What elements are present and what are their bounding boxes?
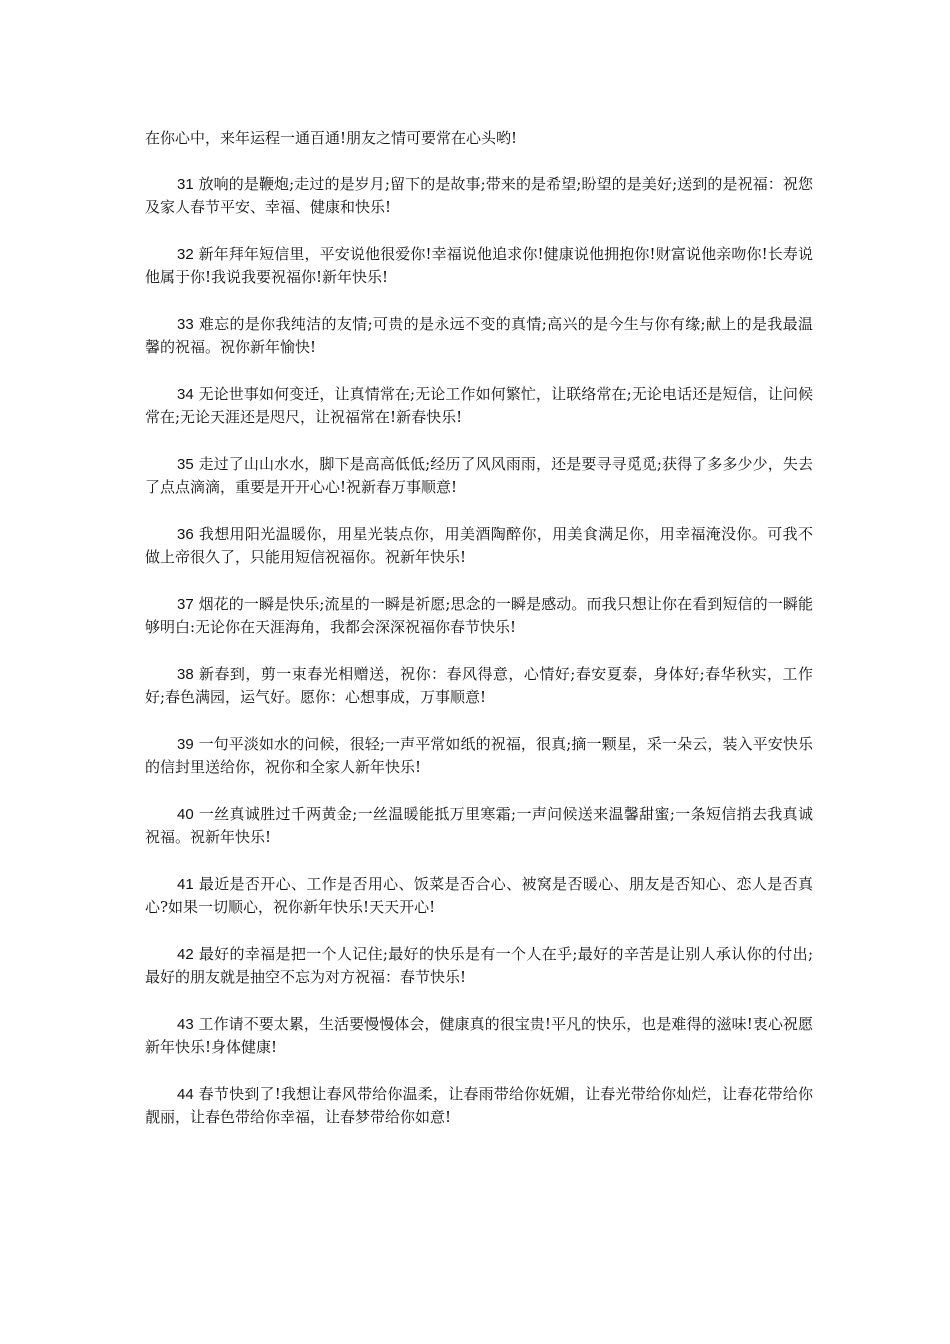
greeting-item-39 <box>145 733 813 779</box>
item-text: 工作请不要太累，生活要慢慢体会，健康真的很宝贵!平凡的快乐，也是难得的滋味!衷心祝愿新年快乐!身体健康! <box>145 1015 813 1056</box>
item-number: 43 <box>177 1016 194 1033</box>
item-number: 42 <box>177 946 194 963</box>
item-text: 无论世事如何变迁，让真情常在;无论工作如何繁忙，让联络常在;无论电话还是短信，让问候常在;无论天涯还是咫尺，让祝福常在!新春快乐! <box>145 385 813 426</box>
item-text: 新春到，剪一束春光相赠送，祝你：春风得意，心情好;春安夏泰，身体好;春华秋实，工作好;春色满园，运气好。愿你：心想事成，万事顺意! <box>145 665 813 706</box>
item-text: 一句平淡如水的问候，很轻;一声平常如纸的祝福，很真;摘一颗星，采一朵云，装入平安快乐的信封里送给你，祝你和全家人新年快乐! <box>145 735 813 776</box>
greeting-item-38 <box>145 663 813 709</box>
greeting-item-34 <box>145 383 813 429</box>
item-text: 难忘的是你我纯洁的友情;可贵的是永远不变的真情;高兴的是今生与你有缘;献上的是我最温馨的祝福。祝你新年愉快! <box>145 315 813 356</box>
greeting-item-43 <box>145 1013 813 1059</box>
item-text: 一丝真诚胜过千两黄金;一丝温暖能抵万里寒霜;一声问候送来温馨甜蜜;一条短信捎去我真诚祝福。祝新年快乐! <box>145 805 813 846</box>
item-number: 40 <box>177 806 194 823</box>
item-number: 32 <box>177 246 194 263</box>
lead-paragraph: 在你心中，来年运程一通百通!朋友之情可要常在心头哟! <box>145 129 518 147</box>
greeting-item-44 <box>145 1083 813 1129</box>
greeting-item-35 <box>145 453 813 499</box>
item-number: 44 <box>177 1086 194 1103</box>
greeting-item-37 <box>145 593 813 639</box>
item-text: 放响的是鞭炮;走过的是岁月;留下的是故事;带来的是希望;盼望的是美好;送到的是祝福：祝您及家人春节平安、幸福、健康和快乐! <box>145 175 813 216</box>
item-number: 31 <box>177 176 194 193</box>
greeting-item-42 <box>145 943 813 989</box>
item-number: 34 <box>177 386 194 403</box>
greeting-item-36 <box>145 523 813 569</box>
greeting-item-32 <box>145 243 813 289</box>
item-number: 35 <box>177 456 194 473</box>
greeting-item-40 <box>145 803 813 849</box>
item-number: 37 <box>177 596 194 613</box>
item-text: 最近是否开心、工作是否用心、饭菜是否合心、被窝是否暖心、朋友是否知心、恋人是否真心?如果一切顺心，祝你新年快乐!天天开心! <box>145 875 813 916</box>
greeting-item-41 <box>145 873 813 919</box>
item-number: 38 <box>177 666 194 683</box>
document-body <box>145 127 813 1153</box>
greeting-item-31 <box>145 173 813 219</box>
item-number: 41 <box>177 876 194 893</box>
item-text: 春节快到了!我想让春风带给你温柔，让春雨带给你妩媚，让春光带给你灿烂，让春花带给你靓丽，让春色带给你幸福，让春梦带给你如意! <box>145 1085 813 1126</box>
item-text: 新年拜年短信里，平安说他很爱你!幸福说他追求你!健康说他拥抱你!财富说他亲吻你!长寿说他属于你!我说我要祝福你!新年快乐! <box>145 245 813 286</box>
item-text: 烟花的一瞬是快乐;流星的一瞬是祈愿;思念的一瞬是感动。而我只想让你在看到短信的一瞬能够明白:无论你在天涯海角，我都会深深祝福你春节快乐! <box>145 595 813 636</box>
item-text: 最好的幸福是把一个人记住;最好的快乐是有一个人在乎;最好的辛苦是让别人承认你的付出;最好的朋友就是抽空不忘为对方祝福：春节快乐! <box>145 945 813 986</box>
item-number: 33 <box>177 316 194 333</box>
greeting-item-33 <box>145 313 813 359</box>
item-number: 36 <box>177 526 194 543</box>
item-number: 39 <box>177 736 194 753</box>
item-text: 走过了山山水水，脚下是高高低低;经历了风风雨雨，还是要寻寻觅觅;获得了多多少少，失去了点点滴滴，重要是开开心心!祝新春万事顺意! <box>145 455 813 496</box>
item-text: 我想用阳光温暖你，用星光装点你，用美酒陶醉你，用美食满足你，用幸福淹没你。可我不做上帝很久了，只能用短信祝福你。祝新年快乐! <box>145 525 813 566</box>
